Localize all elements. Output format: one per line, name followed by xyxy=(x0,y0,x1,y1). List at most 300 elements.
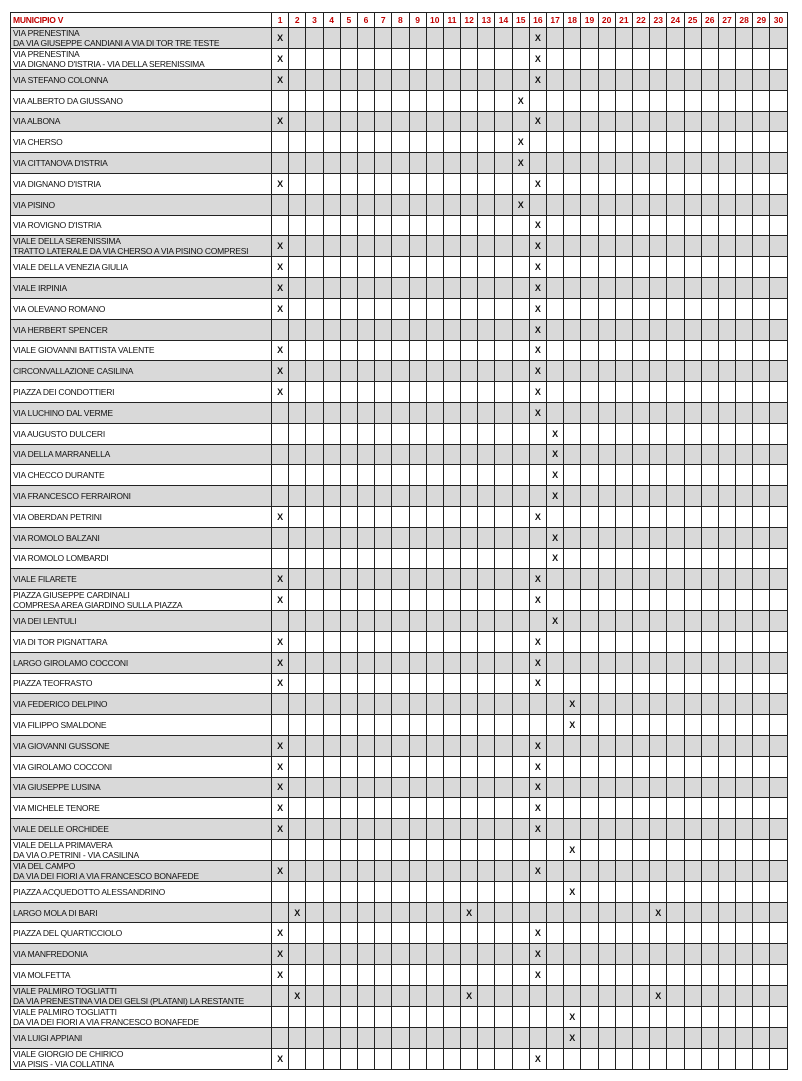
schedule-cell xyxy=(650,694,667,715)
schedule-cell xyxy=(667,839,684,860)
schedule-mark: X xyxy=(289,985,306,1006)
schedule-mark: X xyxy=(272,965,289,986)
schedule-cell xyxy=(495,90,512,111)
schedule-cell xyxy=(289,28,306,49)
schedule-cell xyxy=(650,153,667,174)
schedule-cell xyxy=(357,257,374,278)
schedule-cell xyxy=(443,777,460,798)
schedule-cell xyxy=(357,611,374,632)
schedule-cell xyxy=(701,423,718,444)
street-name: LARGO GIROLAMO COCCONI xyxy=(11,652,272,673)
schedule-cell xyxy=(718,715,735,736)
schedule-cell xyxy=(375,860,392,881)
schedule-cell xyxy=(512,506,529,527)
schedule-cell xyxy=(547,1006,564,1027)
schedule-cell xyxy=(357,860,374,881)
schedule-cell xyxy=(357,1048,374,1069)
schedule-cell xyxy=(323,819,340,840)
schedule-cell xyxy=(478,1006,495,1027)
street-name: VIA GIROLAMO COCCONI xyxy=(11,756,272,777)
schedule-cell xyxy=(357,319,374,340)
table-row xyxy=(11,465,788,486)
schedule-cell xyxy=(443,361,460,382)
schedule-cell xyxy=(272,90,289,111)
schedule-cell xyxy=(323,527,340,548)
schedule-cell xyxy=(632,590,649,611)
schedule-cell xyxy=(306,819,323,840)
schedule-cell xyxy=(495,28,512,49)
schedule-cell xyxy=(323,49,340,70)
schedule-cell xyxy=(443,1006,460,1027)
schedule-cell xyxy=(512,798,529,819)
schedule-cell xyxy=(512,819,529,840)
schedule-cell xyxy=(701,839,718,860)
schedule-cell xyxy=(736,569,753,590)
schedule-cell xyxy=(650,631,667,652)
schedule-cell xyxy=(443,506,460,527)
schedule-cell xyxy=(409,340,426,361)
schedule-cell xyxy=(392,590,409,611)
schedule-cell xyxy=(495,49,512,70)
schedule-cell xyxy=(753,923,770,944)
schedule-cell xyxy=(323,694,340,715)
schedule-cell xyxy=(736,548,753,569)
schedule-cell xyxy=(426,465,443,486)
schedule-cell xyxy=(512,631,529,652)
schedule-cell xyxy=(461,486,478,507)
schedule-cell xyxy=(375,839,392,860)
schedule-cell xyxy=(650,111,667,132)
schedule-cell xyxy=(529,194,546,215)
schedule-cell xyxy=(667,423,684,444)
street-name: VIA ROMOLO LOMBARDI xyxy=(11,548,272,569)
schedule-cell xyxy=(581,132,598,153)
schedule-cell xyxy=(340,1027,357,1048)
schedule-mark: X xyxy=(547,423,564,444)
table-row xyxy=(11,194,788,215)
street-name: VIALE FILARETE xyxy=(11,569,272,590)
schedule-cell xyxy=(770,1006,787,1027)
schedule-mark: X xyxy=(272,756,289,777)
schedule-cell xyxy=(409,173,426,194)
schedule-cell xyxy=(547,111,564,132)
day-header-7: 7 xyxy=(375,13,392,28)
schedule-cell xyxy=(718,132,735,153)
schedule-cell xyxy=(718,881,735,902)
schedule-cell xyxy=(701,194,718,215)
schedule-cell xyxy=(615,70,632,91)
schedule-cell xyxy=(753,382,770,403)
schedule-cell xyxy=(426,1048,443,1069)
schedule-cell xyxy=(632,340,649,361)
schedule-cell xyxy=(392,402,409,423)
schedule-cell xyxy=(323,652,340,673)
schedule-mark: X xyxy=(529,631,546,652)
schedule-cell xyxy=(650,194,667,215)
schedule-cell xyxy=(306,985,323,1006)
schedule-cell xyxy=(512,944,529,965)
schedule-cell xyxy=(289,382,306,403)
schedule-cell xyxy=(357,798,374,819)
schedule-cell xyxy=(461,819,478,840)
schedule-cell xyxy=(306,860,323,881)
schedule-cell xyxy=(667,298,684,319)
schedule-cell xyxy=(289,590,306,611)
schedule-cell xyxy=(478,340,495,361)
schedule-cell xyxy=(426,28,443,49)
schedule-cell xyxy=(632,236,649,257)
schedule-cell xyxy=(598,777,615,798)
schedule-cell xyxy=(529,1027,546,1048)
schedule-cell xyxy=(306,173,323,194)
schedule-cell xyxy=(736,49,753,70)
schedule-cell xyxy=(581,28,598,49)
schedule-cell xyxy=(650,1027,667,1048)
schedule-cell xyxy=(667,735,684,756)
schedule-cell xyxy=(306,298,323,319)
schedule-cell xyxy=(392,735,409,756)
schedule-cell xyxy=(512,402,529,423)
schedule-cell xyxy=(495,423,512,444)
schedule-mark: X xyxy=(529,70,546,91)
schedule-cell xyxy=(272,319,289,340)
schedule-cell xyxy=(581,631,598,652)
schedule-mark: X xyxy=(564,881,581,902)
day-header-16: 16 xyxy=(529,13,546,28)
schedule-cell xyxy=(581,819,598,840)
schedule-cell xyxy=(392,298,409,319)
schedule-cell xyxy=(375,548,392,569)
schedule-cell xyxy=(409,985,426,1006)
schedule-cell xyxy=(357,819,374,840)
schedule-cell xyxy=(306,798,323,819)
schedule-cell xyxy=(701,132,718,153)
street-name: VIA DIGNANO D'ISTRIA xyxy=(11,173,272,194)
street-name: PIAZZA GIUSEPPE CARDINALI COMPRESA AREA GIARDINO SULLA PIAZZA xyxy=(11,590,272,611)
schedule-cell xyxy=(753,1027,770,1048)
schedule-cell xyxy=(495,590,512,611)
schedule-cell xyxy=(736,486,753,507)
schedule-cell xyxy=(736,694,753,715)
schedule-cell xyxy=(632,173,649,194)
schedule-cell xyxy=(323,798,340,819)
table-row xyxy=(11,506,788,527)
schedule-cell xyxy=(289,881,306,902)
schedule-cell xyxy=(306,527,323,548)
schedule-cell xyxy=(409,194,426,215)
schedule-cell xyxy=(529,423,546,444)
schedule-cell xyxy=(770,569,787,590)
schedule-cell xyxy=(615,944,632,965)
schedule-cell xyxy=(632,611,649,632)
schedule-cell xyxy=(306,965,323,986)
schedule-cell xyxy=(375,319,392,340)
schedule-cell xyxy=(495,173,512,194)
schedule-cell xyxy=(753,298,770,319)
schedule-cell xyxy=(770,215,787,236)
schedule-cell xyxy=(306,611,323,632)
schedule-cell xyxy=(598,111,615,132)
schedule-cell xyxy=(684,860,701,881)
schedule-cell xyxy=(340,49,357,70)
schedule-cell xyxy=(718,194,735,215)
table-row xyxy=(11,652,788,673)
schedule-cell xyxy=(461,548,478,569)
schedule-cell xyxy=(512,881,529,902)
schedule-cell xyxy=(632,423,649,444)
schedule-cell xyxy=(564,506,581,527)
schedule-cell xyxy=(718,298,735,319)
schedule-cell xyxy=(770,257,787,278)
schedule-cell xyxy=(461,49,478,70)
schedule-cell xyxy=(392,382,409,403)
schedule-cell xyxy=(375,173,392,194)
schedule-cell xyxy=(495,153,512,174)
table-row xyxy=(11,486,788,507)
schedule-cell xyxy=(340,423,357,444)
schedule-cell xyxy=(632,444,649,465)
schedule-cell xyxy=(667,90,684,111)
schedule-cell xyxy=(461,423,478,444)
schedule-cell xyxy=(495,777,512,798)
schedule-cell xyxy=(306,132,323,153)
day-header-9: 9 xyxy=(409,13,426,28)
schedule-cell xyxy=(340,173,357,194)
schedule-cell xyxy=(598,839,615,860)
schedule-cell xyxy=(684,548,701,569)
schedule-cell xyxy=(736,902,753,923)
schedule-cell xyxy=(529,985,546,1006)
schedule-cell xyxy=(392,527,409,548)
schedule-cell xyxy=(357,340,374,361)
schedule-cell xyxy=(306,1027,323,1048)
schedule-cell xyxy=(461,257,478,278)
schedule-cell xyxy=(564,902,581,923)
schedule-cell xyxy=(718,423,735,444)
schedule-cell xyxy=(409,590,426,611)
schedule-cell xyxy=(684,423,701,444)
schedule-cell xyxy=(598,361,615,382)
street-name: VIA LUCHINO DAL VERME xyxy=(11,402,272,423)
schedule-cell xyxy=(667,111,684,132)
schedule-mark: X xyxy=(272,860,289,881)
schedule-cell xyxy=(753,111,770,132)
schedule-cell xyxy=(736,382,753,403)
table-row xyxy=(11,590,788,611)
schedule-cell xyxy=(272,423,289,444)
schedule-cell xyxy=(564,90,581,111)
schedule-cell xyxy=(753,319,770,340)
schedule-cell xyxy=(770,839,787,860)
schedule-cell xyxy=(426,382,443,403)
schedule-cell xyxy=(512,1027,529,1048)
schedule-cell xyxy=(667,444,684,465)
schedule-cell xyxy=(598,486,615,507)
table-row xyxy=(11,423,788,444)
schedule-cell xyxy=(753,1006,770,1027)
schedule-cell xyxy=(529,153,546,174)
schedule-cell xyxy=(650,173,667,194)
schedule-cell xyxy=(357,90,374,111)
schedule-cell xyxy=(770,340,787,361)
schedule-cell xyxy=(718,465,735,486)
schedule-cell xyxy=(701,49,718,70)
table-row xyxy=(11,111,788,132)
schedule-cell xyxy=(650,527,667,548)
schedule-cell xyxy=(272,486,289,507)
schedule-cell xyxy=(615,673,632,694)
schedule-cell xyxy=(770,527,787,548)
schedule-cell xyxy=(547,382,564,403)
schedule-cell xyxy=(581,985,598,1006)
schedule-cell xyxy=(753,278,770,299)
schedule-cell xyxy=(512,985,529,1006)
schedule-cell xyxy=(736,402,753,423)
schedule-cell xyxy=(650,798,667,819)
schedule-cell xyxy=(512,423,529,444)
schedule-cell xyxy=(615,194,632,215)
schedule-cell xyxy=(392,923,409,944)
schedule-cell xyxy=(632,215,649,236)
schedule-cell xyxy=(753,881,770,902)
schedule-mark: X xyxy=(272,382,289,403)
schedule-cell xyxy=(615,715,632,736)
schedule-cell xyxy=(512,382,529,403)
schedule-cell xyxy=(753,652,770,673)
schedule-cell xyxy=(753,527,770,548)
schedule-cell xyxy=(598,652,615,673)
schedule-cell xyxy=(529,902,546,923)
schedule-cell xyxy=(598,257,615,278)
schedule-cell xyxy=(306,506,323,527)
schedule-cell xyxy=(770,590,787,611)
schedule-cell xyxy=(598,298,615,319)
table-row xyxy=(11,319,788,340)
schedule-cell xyxy=(598,28,615,49)
schedule-cell xyxy=(581,361,598,382)
schedule-cell xyxy=(667,611,684,632)
schedule-mark: X xyxy=(529,965,546,986)
schedule-cell xyxy=(289,173,306,194)
schedule-cell xyxy=(461,465,478,486)
schedule-cell xyxy=(632,278,649,299)
schedule-cell xyxy=(461,361,478,382)
schedule-cell xyxy=(478,257,495,278)
schedule-cell xyxy=(357,965,374,986)
schedule-cell xyxy=(684,153,701,174)
schedule-cell xyxy=(598,173,615,194)
schedule-cell xyxy=(736,819,753,840)
schedule-cell xyxy=(718,153,735,174)
schedule-cell xyxy=(701,28,718,49)
schedule-cell xyxy=(426,319,443,340)
schedule-cell xyxy=(615,49,632,70)
schedule-cell xyxy=(650,132,667,153)
schedule-cell xyxy=(409,257,426,278)
schedule-cell xyxy=(340,881,357,902)
schedule-cell xyxy=(753,902,770,923)
schedule-cell xyxy=(478,839,495,860)
schedule-cell xyxy=(564,423,581,444)
schedule-cell xyxy=(495,527,512,548)
schedule-cell xyxy=(306,153,323,174)
schedule-cell xyxy=(564,777,581,798)
schedule-mark: X xyxy=(529,569,546,590)
schedule-cell xyxy=(650,1006,667,1027)
schedule-cell xyxy=(426,944,443,965)
schedule-cell xyxy=(615,1006,632,1027)
schedule-cell xyxy=(272,215,289,236)
schedule-cell xyxy=(495,132,512,153)
schedule-cell xyxy=(357,236,374,257)
schedule-cell xyxy=(409,236,426,257)
schedule-cell xyxy=(701,382,718,403)
schedule-cell xyxy=(684,590,701,611)
schedule-cell xyxy=(392,777,409,798)
schedule-cell xyxy=(426,215,443,236)
schedule-cell xyxy=(718,49,735,70)
schedule-cell xyxy=(409,819,426,840)
schedule-cell xyxy=(701,527,718,548)
schedule-cell xyxy=(461,881,478,902)
schedule-cell xyxy=(718,860,735,881)
schedule-cell xyxy=(753,756,770,777)
schedule-cell xyxy=(632,28,649,49)
table-row xyxy=(11,444,788,465)
schedule-cell xyxy=(512,777,529,798)
schedule-cell xyxy=(426,486,443,507)
schedule-cell xyxy=(598,611,615,632)
schedule-cell xyxy=(375,215,392,236)
street-name: VIA ROMOLO BALZANI xyxy=(11,527,272,548)
schedule-cell xyxy=(461,715,478,736)
schedule-cell xyxy=(375,70,392,91)
schedule-cell xyxy=(650,90,667,111)
schedule-cell xyxy=(701,1027,718,1048)
schedule-cell xyxy=(598,194,615,215)
schedule-cell xyxy=(495,881,512,902)
schedule-cell xyxy=(478,985,495,1006)
schedule-cell xyxy=(529,527,546,548)
schedule-cell xyxy=(684,319,701,340)
schedule-cell xyxy=(478,548,495,569)
schedule-cell xyxy=(512,611,529,632)
schedule-cell xyxy=(495,569,512,590)
schedule-cell xyxy=(357,881,374,902)
schedule-cell xyxy=(718,361,735,382)
schedule-cell xyxy=(770,860,787,881)
schedule-cell xyxy=(461,965,478,986)
schedule-cell xyxy=(547,506,564,527)
schedule-cell xyxy=(547,798,564,819)
schedule-cell xyxy=(461,319,478,340)
schedule-cell xyxy=(770,278,787,299)
schedule-cell xyxy=(289,798,306,819)
schedule-cell xyxy=(357,1027,374,1048)
schedule-cell xyxy=(718,257,735,278)
schedule-cell xyxy=(478,944,495,965)
schedule-cell xyxy=(650,257,667,278)
schedule-cell xyxy=(512,923,529,944)
schedule-cell xyxy=(409,1006,426,1027)
table-row xyxy=(11,611,788,632)
schedule-cell xyxy=(512,673,529,694)
schedule-cell xyxy=(461,1006,478,1027)
schedule-cell xyxy=(306,70,323,91)
schedule-cell xyxy=(770,548,787,569)
schedule-cell xyxy=(340,28,357,49)
schedule-mark: X xyxy=(272,111,289,132)
